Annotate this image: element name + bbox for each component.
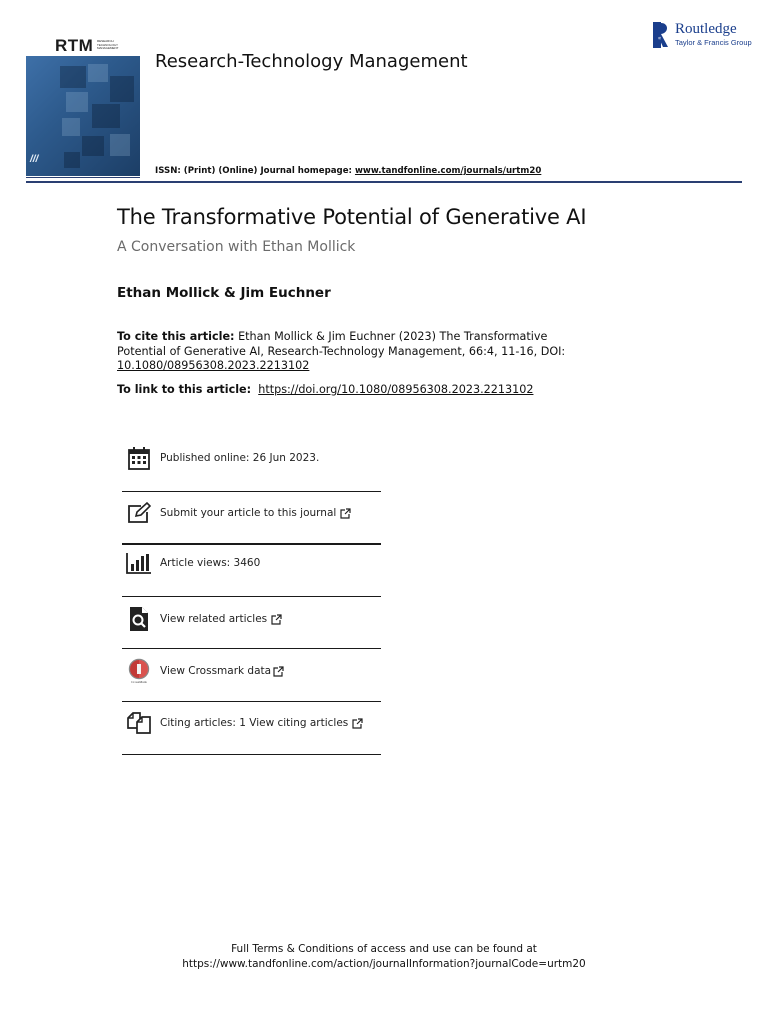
cover-subtitle-line: MANAGEMENT [97,46,119,51]
external-link-icon [340,508,351,519]
info-separator [122,754,381,755]
info-related[interactable] [122,593,381,645]
cover-subtitle-line: TECHNOLOGY [97,42,119,47]
citation-block [117,330,587,374]
issn-line [155,166,541,176]
header-divider [26,181,742,183]
crossmark-link[interactable]: View Crossmark data [160,665,272,677]
crossmark-icon [126,658,152,684]
external-link-icon [271,614,282,625]
cover-masthead [26,34,140,56]
citing-articles-link[interactable]: Citing articles: 1 View citing articles [160,717,349,729]
external-link-icon [352,718,363,729]
external-link-icon [273,666,284,677]
article-doi-link[interactable]: https://doi.org/10.1080/08956308.2023.2213102 [258,383,534,396]
svg-text:CrossMark: CrossMark [131,680,147,684]
publisher-name: Routledge [675,21,737,37]
issn-label: ISSN: (Print) (Online) Journal homepage: [155,166,355,176]
cover-artwork [26,56,140,176]
cover-abbrev: RTM [55,36,94,55]
edit-icon [126,500,152,526]
terms-footer [0,942,768,971]
article-views: Article views: 3460 [160,557,261,569]
info-submit[interactable] [122,487,381,539]
related-articles-link[interactable]: View related articles [160,613,268,625]
publisher-tagline: Taylor & Francis Group [675,38,752,47]
terms-line: Full Terms & Conditions of access and use can be found at [231,943,537,955]
cover-subtitle-line: RESEARCH [97,39,114,43]
cover-subtitle [97,40,137,51]
journal-cover [26,34,140,176]
published-date: Published online: 26 Jun 2023. [160,452,320,464]
info-citing[interactable] [122,697,381,749]
article-authors: Ethan Mollick & Jim Euchner [117,285,331,301]
cover-underline [26,177,140,178]
search-document-icon [126,606,152,632]
journal-title: Research-Technology Management [155,51,468,72]
cover-publisher-logo: /// [30,154,39,165]
submit-article-link[interactable]: Submit your article to this journal [160,507,337,519]
svg-text:R: R [657,36,662,40]
publisher-logo[interactable] [653,20,752,50]
terms-url[interactable]: https://www.tandfonline.com/action/journalInformation?journalCode=urtm20 [182,957,586,970]
info-crossmark[interactable] [122,645,381,697]
bar-chart-icon [126,550,152,576]
info-views [122,537,381,589]
article-link-line [117,383,533,396]
cite-text: Ethan Mollick & Jim Euchner (2023) The Transformative Potential of Generative AI, Research-Technology Management, 66:4, 11-16, DOI: [117,330,566,358]
info-published [122,432,381,484]
journal-homepage-link[interactable]: www.tandfonline.com/journals/urtm20 [354,166,542,176]
citing-articles-icon [126,710,152,736]
routledge-icon [653,22,671,48]
link-label: To link to this article: [117,383,252,396]
article-title: The Transformative Potential of Generative AI [117,205,587,229]
cite-label: To cite this article: [117,330,235,343]
calendar-icon [126,445,152,471]
article-subtitle: A Conversation with Ethan Mollick [117,239,356,255]
cite-doi-link[interactable]: 10.1080/08956308.2023.2213102 [117,359,310,373]
